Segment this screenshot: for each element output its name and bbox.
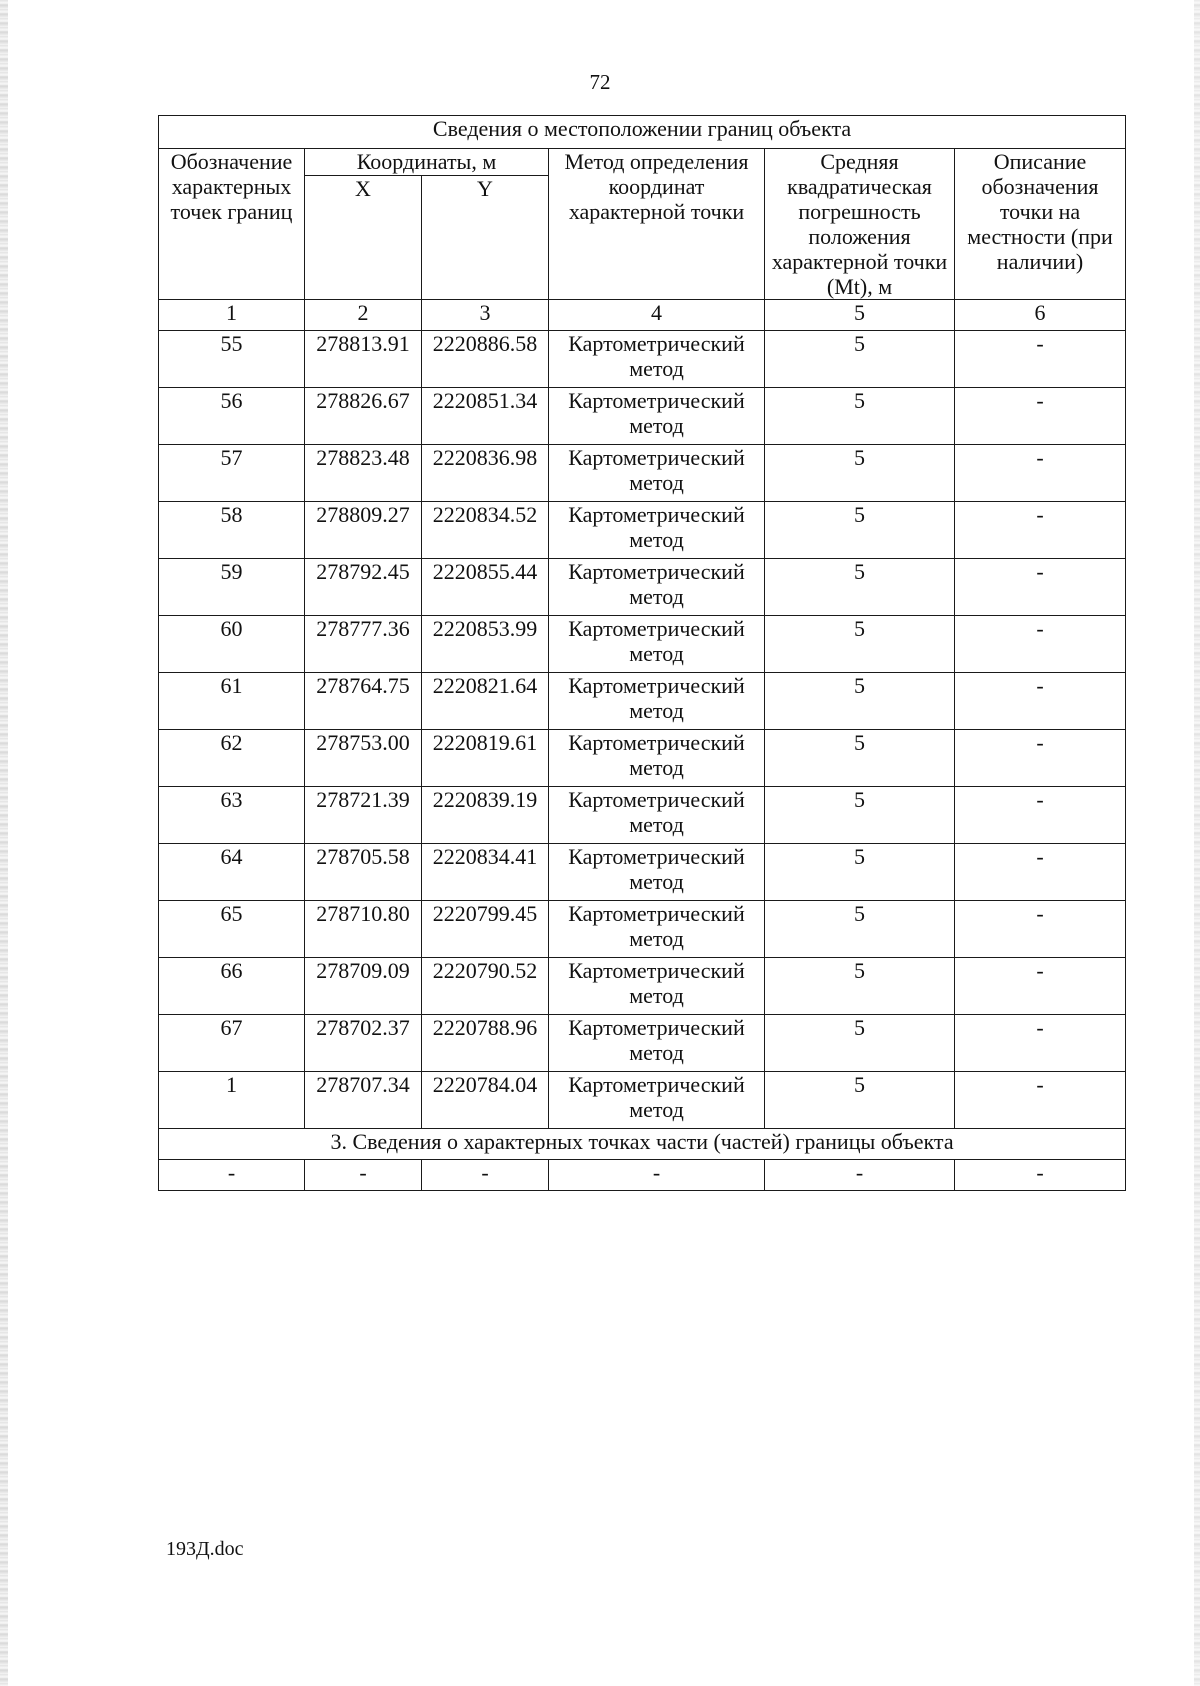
x-coordinate-cell: 278721.39 xyxy=(305,787,422,844)
method-cell: Картометрический метод xyxy=(549,445,765,502)
table-row xyxy=(159,901,1126,958)
x-coordinate-cell: 278764.75 xyxy=(305,673,422,730)
accuracy-cell: 5 xyxy=(765,673,955,730)
y-coordinate-cell: 2220788.96 xyxy=(422,1015,549,1072)
x-coordinate-cell: 278753.00 xyxy=(305,730,422,787)
point-cell: 55 xyxy=(159,331,305,388)
method-cell: Картометрический метод xyxy=(549,730,765,787)
description-cell: - xyxy=(955,502,1126,559)
description-cell: - xyxy=(955,1015,1126,1072)
point-cell: 58 xyxy=(159,502,305,559)
description-cell: - xyxy=(955,673,1126,730)
table-cell: - xyxy=(765,1160,955,1191)
y-coordinate-cell: 2220821.64 xyxy=(422,673,549,730)
section-3-row xyxy=(159,1129,1126,1160)
header-point-designation: Обозначение характерных точек границ xyxy=(159,149,305,300)
table-row xyxy=(159,730,1126,787)
description-cell: - xyxy=(955,331,1126,388)
x-coordinate-cell: 278702.37 xyxy=(305,1015,422,1072)
method-cell: Картометрический метод xyxy=(549,844,765,901)
table-row xyxy=(159,787,1126,844)
point-cell: 66 xyxy=(159,958,305,1015)
table-row xyxy=(159,958,1126,1015)
accuracy-cell: 5 xyxy=(765,559,955,616)
column-number: 2 xyxy=(305,300,422,331)
x-coordinate-cell: 278826.67 xyxy=(305,388,422,445)
section-3-title: 3. Сведения о характерных точках части (частей) границы объекта xyxy=(159,1129,1126,1160)
point-cell: 59 xyxy=(159,559,305,616)
column-number: 6 xyxy=(955,300,1126,331)
table-cell: - xyxy=(159,1160,305,1191)
description-cell: - xyxy=(955,445,1126,502)
column-number: 3 xyxy=(422,300,549,331)
method-cell: Картометрический метод xyxy=(549,559,765,616)
y-coordinate-cell: 2220819.61 xyxy=(422,730,549,787)
x-coordinate-cell: 278777.36 xyxy=(305,616,422,673)
method-cell: Картометрический метод xyxy=(549,958,765,1015)
table-cell: - xyxy=(422,1160,549,1191)
accuracy-cell: 5 xyxy=(765,958,955,1015)
y-coordinate-cell: 2220886.58 xyxy=(422,331,549,388)
column-number: 5 xyxy=(765,300,955,331)
section-3-data-row xyxy=(159,1160,1126,1191)
column-number-row xyxy=(159,300,1126,331)
point-cell: 1 xyxy=(159,1072,305,1129)
accuracy-cell: 5 xyxy=(765,445,955,502)
table-row xyxy=(159,1072,1126,1129)
y-coordinate-cell: 2220784.04 xyxy=(422,1072,549,1129)
table-title: Сведения о местоположении границ объекта xyxy=(159,116,1126,149)
table-row xyxy=(159,673,1126,730)
method-cell: Картометрический метод xyxy=(549,388,765,445)
y-coordinate-cell: 2220855.44 xyxy=(422,559,549,616)
point-cell: 65 xyxy=(159,901,305,958)
description-cell: - xyxy=(955,1072,1126,1129)
column-number: 1 xyxy=(159,300,305,331)
x-coordinate-cell: 278813.91 xyxy=(305,331,422,388)
point-cell: 60 xyxy=(159,616,305,673)
point-cell: 61 xyxy=(159,673,305,730)
y-coordinate-cell: 2220790.52 xyxy=(422,958,549,1015)
x-coordinate-cell: 278809.27 xyxy=(305,502,422,559)
table-row xyxy=(159,445,1126,502)
header-x: X xyxy=(305,176,422,300)
table-row xyxy=(159,502,1126,559)
method-cell: Картометрический метод xyxy=(549,673,765,730)
accuracy-cell: 5 xyxy=(765,787,955,844)
description-cell: - xyxy=(955,787,1126,844)
point-cell: 56 xyxy=(159,388,305,445)
point-cell: 57 xyxy=(159,445,305,502)
method-cell: Картометрический метод xyxy=(549,502,765,559)
header-method: Метод определения координат характерной точки xyxy=(549,149,765,300)
table-title-row xyxy=(159,116,1126,149)
x-coordinate-cell: 278707.34 xyxy=(305,1072,422,1129)
header-description: Описание обозначения точки на местности (при наличии) xyxy=(955,149,1126,300)
accuracy-cell: 5 xyxy=(765,730,955,787)
method-cell: Картометрический метод xyxy=(549,1072,765,1129)
table-row xyxy=(159,559,1126,616)
accuracy-cell: 5 xyxy=(765,616,955,673)
point-cell: 64 xyxy=(159,844,305,901)
table-cell: - xyxy=(305,1160,422,1191)
table-row xyxy=(159,616,1126,673)
method-cell: Картометрический метод xyxy=(549,901,765,958)
description-cell: - xyxy=(955,901,1126,958)
accuracy-cell: 5 xyxy=(765,844,955,901)
x-coordinate-cell: 278710.80 xyxy=(305,901,422,958)
description-cell: - xyxy=(955,844,1126,901)
header-coordinates: Координаты, м xyxy=(305,149,549,176)
x-coordinate-cell: 278823.48 xyxy=(305,445,422,502)
scan-right-edge xyxy=(1194,0,1200,1686)
y-coordinate-cell: 2220839.19 xyxy=(422,787,549,844)
y-coordinate-cell: 2220834.52 xyxy=(422,502,549,559)
y-coordinate-cell: 2220836.98 xyxy=(422,445,549,502)
footer-filename: 193Д.doc xyxy=(166,1538,244,1560)
accuracy-cell: 5 xyxy=(765,331,955,388)
y-coordinate-cell: 2220851.34 xyxy=(422,388,549,445)
boundary-coordinates-table xyxy=(158,115,1126,1191)
column-number: 4 xyxy=(549,300,765,331)
x-coordinate-cell: 278705.58 xyxy=(305,844,422,901)
description-cell: - xyxy=(955,616,1126,673)
method-cell: Картометрический метод xyxy=(549,616,765,673)
description-cell: - xyxy=(955,559,1126,616)
y-coordinate-cell: 2220853.99 xyxy=(422,616,549,673)
accuracy-cell: 5 xyxy=(765,901,955,958)
accuracy-cell: 5 xyxy=(765,1015,955,1072)
description-cell: - xyxy=(955,388,1126,445)
accuracy-cell: 5 xyxy=(765,502,955,559)
description-cell: - xyxy=(955,958,1126,1015)
point-cell: 62 xyxy=(159,730,305,787)
table-row xyxy=(159,1015,1126,1072)
header-row-1 xyxy=(159,149,1126,176)
table-row xyxy=(159,331,1126,388)
method-cell: Картометрический метод xyxy=(549,787,765,844)
description-cell: - xyxy=(955,730,1126,787)
table-cell: - xyxy=(955,1160,1126,1191)
point-cell: 63 xyxy=(159,787,305,844)
x-coordinate-cell: 278709.09 xyxy=(305,958,422,1015)
header-y: Y xyxy=(422,176,549,300)
accuracy-cell: 5 xyxy=(765,1072,955,1129)
table-row xyxy=(159,388,1126,445)
scan-left-edge xyxy=(0,0,8,1686)
method-cell: Картометрический метод xyxy=(549,331,765,388)
y-coordinate-cell: 2220799.45 xyxy=(422,901,549,958)
table-row xyxy=(159,844,1126,901)
header-accuracy: Средняя квадратическая погрешность положения характерной точки (Mt), м xyxy=(765,149,955,300)
x-coordinate-cell: 278792.45 xyxy=(305,559,422,616)
point-cell: 67 xyxy=(159,1015,305,1072)
y-coordinate-cell: 2220834.41 xyxy=(422,844,549,901)
method-cell: Картометрический метод xyxy=(549,1015,765,1072)
table-cell: - xyxy=(549,1160,765,1191)
accuracy-cell: 5 xyxy=(765,388,955,445)
page-number: 72 xyxy=(589,70,611,94)
